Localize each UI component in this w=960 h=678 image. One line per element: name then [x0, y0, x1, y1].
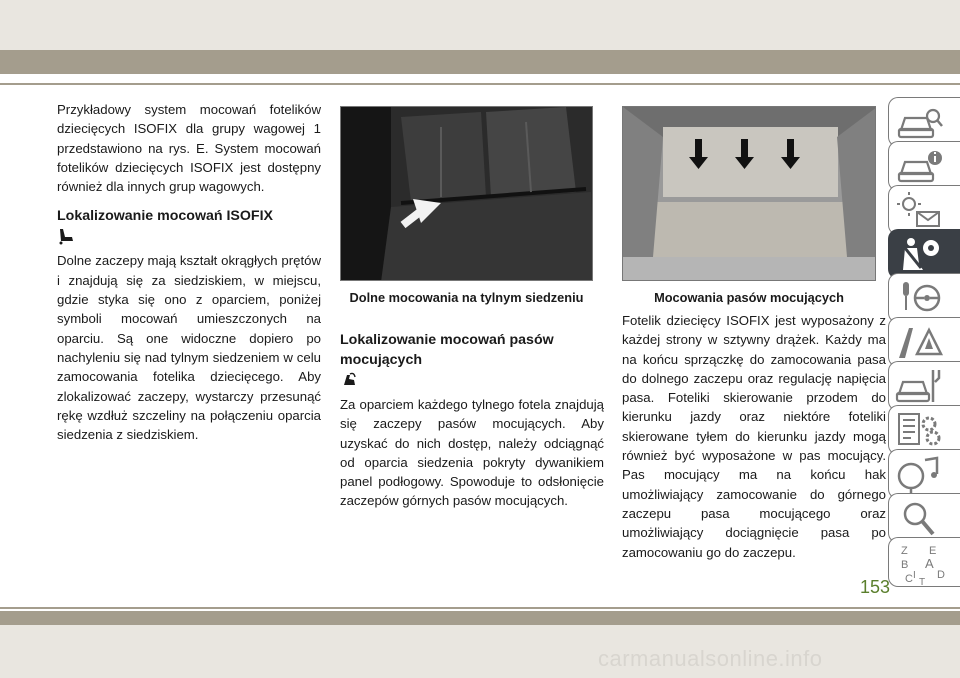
isofix-seat-paragraph: Fotelik dziecięcy ISOFIX jest wyposażony z każdej strony w sztywny drążek. Każdy ma na końcu sprzączkę do zamocowania pasa do dolnego zaczepu oraz regulację napięcia pasa. Foteliki skierowanie przodem do kierunku jazdy oraz niektóre foteliki skierowane tyłem do kierunku jazdy mogą również być wyposażone w pas mocujący. Pas mocujący ma na końcu hak umożliwiający zamocowanie do górnego zaczepu pasa mocującego oraz umożliwiający dociągnięcie pasa po zamocowaniu go do zaczepu. [622, 313, 886, 560]
tab-technical-specifications[interactable] [888, 405, 960, 455]
rear-seat-image [341, 107, 593, 281]
isofix-heading: Lokalizowanie mocowań ISOFIX [57, 208, 274, 225]
index-letter: D [937, 569, 945, 581]
tab-in-case-of-emergency[interactable] [888, 317, 960, 367]
specifications-gears-icon [895, 410, 945, 452]
tab-starting-operating[interactable] [888, 273, 960, 323]
tether-body-paragraph: Za oparciem każdego tylnego fotela znajdują się zaczepy pasów mocujących. Aby uzyskać do nich dostęp, należy odciągnąć od oparcia siedzenia pokryty dywanikiem panel podłogowy. Spowoduje to odsłonięcie zaczepów górnych pasów mocujących. [340, 397, 604, 509]
car-search-icon [895, 102, 945, 144]
column-3 [622, 311, 886, 562]
rear-seat-caption: Dolne mocowania na tylnym siedzeniu [349, 290, 584, 305]
column-2 [340, 330, 604, 511]
tab-multimedia[interactable] [888, 449, 960, 499]
chapter-tabs [888, 97, 960, 587]
isofix-icon-line [57, 227, 321, 245]
header-band [0, 0, 960, 50]
warning-lights-message-icon [895, 190, 945, 232]
index-letter: B [901, 559, 909, 571]
road-warning-triangle-icon [895, 322, 945, 364]
isofix-body-paragraph: Dolne zaczepy mają kształt okrągłych prętów i znajdują się za siedziskiem, w miejscu, gdzie styka się ono z oparciem, poniżej symboli mocowań umieszczonych na oparciu. Są one widoczne dopiero po nachyleniu się nad tylnym siedzeniem w celu zamocowania fotelika dziecięcego. Aby zlokalizować zaczepy, wystarczy przesunąć rękę wzdłuż szczeliny na połączeniu oparcia siedzenia z siedziskiem. [57, 253, 321, 443]
index-letter: A [925, 556, 934, 571]
footer-rule [0, 607, 960, 609]
tab-safety[interactable] [888, 229, 960, 279]
cargo-area-photo [622, 106, 876, 281]
tether-icon-line [340, 371, 604, 389]
cargo-area-image [623, 107, 876, 281]
isofix-seat-icon [57, 227, 75, 245]
column-1 [57, 100, 321, 444]
key-steering-wheel-icon [895, 278, 945, 320]
tether-heading: Lokalizowanie mocowań pasów mocujących [340, 332, 554, 368]
index-letter: Z [901, 545, 908, 557]
watermark: carmanualsonline.info [598, 646, 823, 671]
car-info-icon [895, 146, 945, 188]
cargo-area-caption: Mocowania pasów mocujących [654, 290, 844, 305]
page-number: 153 [859, 577, 890, 597]
index-search-icon [895, 498, 945, 540]
tab-warning-lights[interactable] [888, 185, 960, 235]
tab-alphabetical-index[interactable] [888, 537, 960, 587]
car-service-tools-icon [895, 366, 945, 408]
index-letter: E [929, 545, 937, 557]
tab-getting-to-know-vehicle[interactable] [888, 97, 960, 147]
tab-instrument-panel[interactable] [888, 141, 960, 191]
tab-index-search[interactable] [888, 493, 960, 543]
rear-seat-photo [340, 106, 593, 281]
index-letter: T [919, 577, 926, 588]
header-bar [0, 50, 960, 74]
multimedia-music-icon [895, 454, 945, 496]
tab-servicing-maintenance[interactable] [888, 361, 960, 411]
header-rule [0, 83, 960, 85]
safety-seatbelt-airbag-icon [895, 234, 945, 276]
index-letter: I [913, 570, 916, 581]
footer-bar [0, 611, 960, 625]
index-letter: C [905, 573, 913, 585]
languages-index-icon [895, 542, 955, 588]
intro-paragraph: Przykładowy system mocowań fotelików dziecięcych ISOFIX dla grupy wagowej 1 przedstawiono na rys. E. System mocowań fotelików dziecięcych ISOFIX jest dostępny również dla innych grup wagowych. [57, 102, 321, 195]
tether-anchor-icon [340, 371, 358, 389]
